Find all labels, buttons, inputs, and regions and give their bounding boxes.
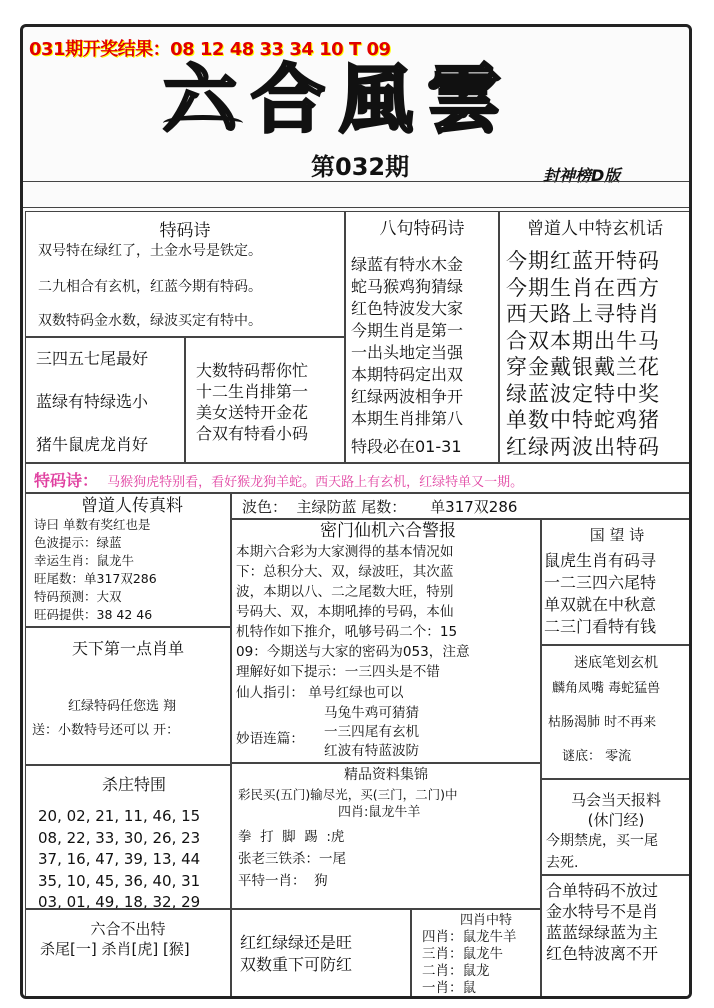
tema-banner-text: 马猴狗虎特别看，看好猴龙狗羊蛇。西天路上有玄机，红绿特单又一期。 (107, 475, 524, 490)
midi-line: 麟角凤嘴 毒蛇猛兽 (552, 681, 661, 696)
secret-line: 号码大、双，本期吼捧的号码，本仙 (236, 604, 454, 620)
zeng-true-line: 诗曰 单数有奖红也是 (34, 517, 151, 532)
kill-row: 03, 01, 49, 18, 32, 29 (38, 893, 201, 909)
secret-line: 09：今期送与大家的密码为053，注意 (236, 644, 470, 660)
kill-row: 08, 22, 33, 30, 26, 23 (38, 828, 201, 847)
eight-line: 红绿两波相争开 (351, 387, 464, 406)
bottom-mid-line: 双数重下可防红 (240, 955, 353, 974)
zeng-true-box (25, 493, 231, 627)
miao-line: 红波有特蓝波防 (324, 743, 420, 759)
eight-lines-title: 八句特码诗 (379, 219, 465, 239)
zeng-zhong-box (499, 211, 691, 463)
tema-poem-line: 双数特码金水数，绿波买定有特中。 (38, 313, 262, 329)
midi-box (541, 645, 691, 779)
zeng-zhong-line: 穿金戴银戴兰花 (506, 355, 660, 379)
secret-line: 机特作如下推介，吼够号码二个：15 (236, 624, 458, 640)
guowang-line: 单双就在中秋意 (544, 595, 657, 614)
jinghua-item: 张老三铁杀：一尾 (238, 851, 346, 867)
guowang-line: 一二三四六尾特 (544, 573, 657, 592)
kill-row: 35, 10, 45, 36, 40, 31 (38, 871, 201, 890)
heda-line: 合单特码不放过 (546, 881, 659, 900)
mahui-title: 马会当天报料 (570, 791, 661, 809)
midi-line: 枯肠渴肺 时不再来 (548, 715, 657, 730)
midi-answer-text: 零流 (605, 749, 632, 764)
eight-line: 本期生肖排第八 (351, 409, 464, 428)
tema-banner-label: 特码诗： (34, 471, 99, 490)
tail-line: 三四五七尾最好 (36, 349, 149, 368)
heda-box (541, 875, 691, 999)
mahui-subtitle: (休门经) (587, 811, 645, 829)
zeng-true-line: 色波提示：绿蓝 (34, 535, 122, 550)
zeng-zhong-line: 绿蓝波定特中奖 (506, 381, 660, 406)
bottom-mid-box (231, 909, 411, 999)
heda-line: 红色特波离不开 (546, 944, 659, 963)
guowang-line: 二三门看特有钱 (544, 617, 657, 636)
tail-line: 蓝绿有特绿选小 (36, 392, 149, 411)
guowang-line: 鼠虎生肖有码寻 (544, 551, 657, 570)
xian-line (236, 682, 540, 704)
sixiao-title: 四肖中特 (460, 913, 513, 928)
secret-box (231, 519, 541, 763)
header-rule (23, 207, 689, 208)
tail-line: 猪牛鼠虎龙肖好 (36, 435, 149, 454)
bottom-left-line: 杀尾[一] 杀肖[虎] [猴] (40, 940, 190, 958)
zeng-zhong-line: 红绿两波出特码 (506, 434, 660, 459)
midi-title: 迷底笔划玄机 (574, 655, 658, 671)
first-pick-line: 红绿特码任您选 翔 (68, 699, 177, 714)
tema-poem-title: 特码诗 (159, 221, 211, 241)
zeng-true-line: 旺尾数：单317双286 (34, 571, 157, 586)
eight-line: 绿蓝有特水木金 (351, 255, 464, 274)
heda-line: 蓝蓝绿绿蓝为主 (546, 923, 659, 942)
jinghua-title: 精品资料集锦 (344, 767, 428, 783)
eight-line: 特段必在01-31 (351, 437, 462, 456)
jinghua-box (231, 763, 541, 909)
big-number-line: 十二生肖排第一 (196, 382, 309, 401)
bottom-mid-line: 红红绿绿还是旺 (240, 933, 353, 952)
big-number-line: 美女送特开金花 (196, 403, 309, 422)
sixiao-box (411, 909, 541, 999)
header-rule (23, 181, 689, 182)
zeng-true-line: 幸运生肖：鼠龙牛 (34, 553, 135, 568)
secret-line: 理解好如下提示：一三四头是不错 (236, 664, 440, 680)
logo-swoosh (163, 115, 243, 131)
tail-box (25, 337, 185, 463)
logo-title: 六合風雲 (163, 57, 515, 143)
zeng-true-title: 曾道人传真料 (81, 496, 183, 516)
zeng-zhong-line: 西天路上寻特肖 (506, 302, 660, 326)
jinghua-line: 彩民买(五门)输尽光，买(三门，二门)中 (238, 787, 458, 802)
miao-line: 一三四尾有玄机 (324, 724, 420, 740)
tema-poem-line: 二九相合有玄机，红蓝今期有特码。 (38, 279, 262, 295)
jinghua-item: 平特一肖： 狗 (238, 873, 328, 889)
kill-row: 37, 16, 47, 39, 13, 44 (38, 850, 201, 868)
big-number-box (185, 337, 345, 463)
zeng-zhong-line: 今期红蓝开特码 (506, 249, 660, 273)
kill-title: 杀庄特围 (101, 775, 166, 794)
mahui-box (541, 779, 691, 875)
miao-pre: 马兔牛鸡可猜猜 (324, 705, 420, 721)
zeng-zhong-line: 今期生肖在西方 (506, 275, 660, 300)
xian-label: 仙人指引： (236, 685, 304, 701)
issue-number: 第032期 (311, 153, 410, 181)
edition-label: 封神榜D版 (543, 166, 621, 185)
midi-answer-label: 谜底： (562, 749, 602, 764)
zeng-zhong-line: 合双本期出牛马 (506, 328, 660, 353)
heda-line: 金水特号不是肖 (546, 902, 659, 921)
mahui-line: 今期禁虎，买一尾 (546, 833, 658, 849)
first-pick-line: 送：小数特号还可以 开： (32, 723, 180, 738)
secret-line: 本期六合彩为大家测得的基本情况如 (236, 544, 454, 560)
big-number-line: 合双有特看小码 (196, 424, 309, 443)
zeng-true-line: 旺码提供：38 42 46 (34, 607, 153, 622)
sixiao-line: 四肖：鼠龙牛羊 (422, 929, 517, 945)
first-pick-box (25, 627, 231, 765)
big-number-line: 大数特码帮你忙 (196, 361, 309, 380)
eight-line: 蛇马猴鸡狗猜绿 (351, 277, 464, 296)
zeng-zhong-title: 曾道人中特玄机话 (527, 219, 663, 239)
midi-answer (562, 748, 631, 766)
secret-line: 波，本期以八、二之尾数大旺，特别 (236, 584, 454, 600)
bottom-left-box (25, 909, 231, 999)
eight-line: 今期生肖是第一 (351, 321, 464, 340)
guowang-box (541, 519, 691, 645)
draw-result: 031期开奖结果：08 12 48 33 34 10 T 09 (29, 39, 391, 60)
sixiao-line: 一肖：鼠 (422, 980, 476, 996)
wave-line (231, 493, 691, 519)
secret-title: 密门仙机六合警报 (320, 521, 456, 541)
guowang-title: 国 望 诗 (589, 526, 645, 544)
bottom-left-title: 六合不出特 (90, 920, 166, 938)
xian-text: 单号红绿也可以 (308, 685, 404, 701)
tema-poem-line: 双号特在绿红了，土金水号是铁定。 (38, 243, 262, 259)
eight-line: 红色特波发大家 (351, 299, 464, 318)
first-pick-title: 天下第一点肖单 (71, 639, 184, 658)
miao-label: 妙语连篇： (236, 731, 304, 747)
zeng-zhong-line: 单数中特蛇鸡猪 (506, 408, 660, 432)
tema-poem-box (25, 211, 345, 337)
zeng-true-line: 特码预测：大双 (34, 589, 122, 604)
kill-box (25, 765, 231, 909)
eight-lines-box (345, 211, 499, 463)
kill-row: 20, 02, 21, 11, 46, 15 (38, 807, 201, 825)
eight-line: 本期特码定出双 (351, 365, 464, 384)
tema-banner (25, 463, 691, 493)
jinghua-item: 拳 打 脚 踢 :虎 (238, 829, 345, 845)
sixiao-line: 二肖：鼠龙 (422, 963, 490, 979)
newspaper-frame (20, 24, 692, 999)
wave-text: 波色： 主绿防蓝 尾数： 单317双286 (242, 498, 518, 516)
jinghua-line: 四肖:鼠龙牛羊 (338, 805, 421, 820)
secret-line: 下：总积分大、双，绿波旺，其次蓝 (236, 564, 454, 580)
mahui-line: 去死. (546, 855, 579, 871)
sixiao-line: 三肖：鼠龙牛 (422, 946, 503, 962)
eight-line: 一出头地定当强 (351, 343, 464, 362)
